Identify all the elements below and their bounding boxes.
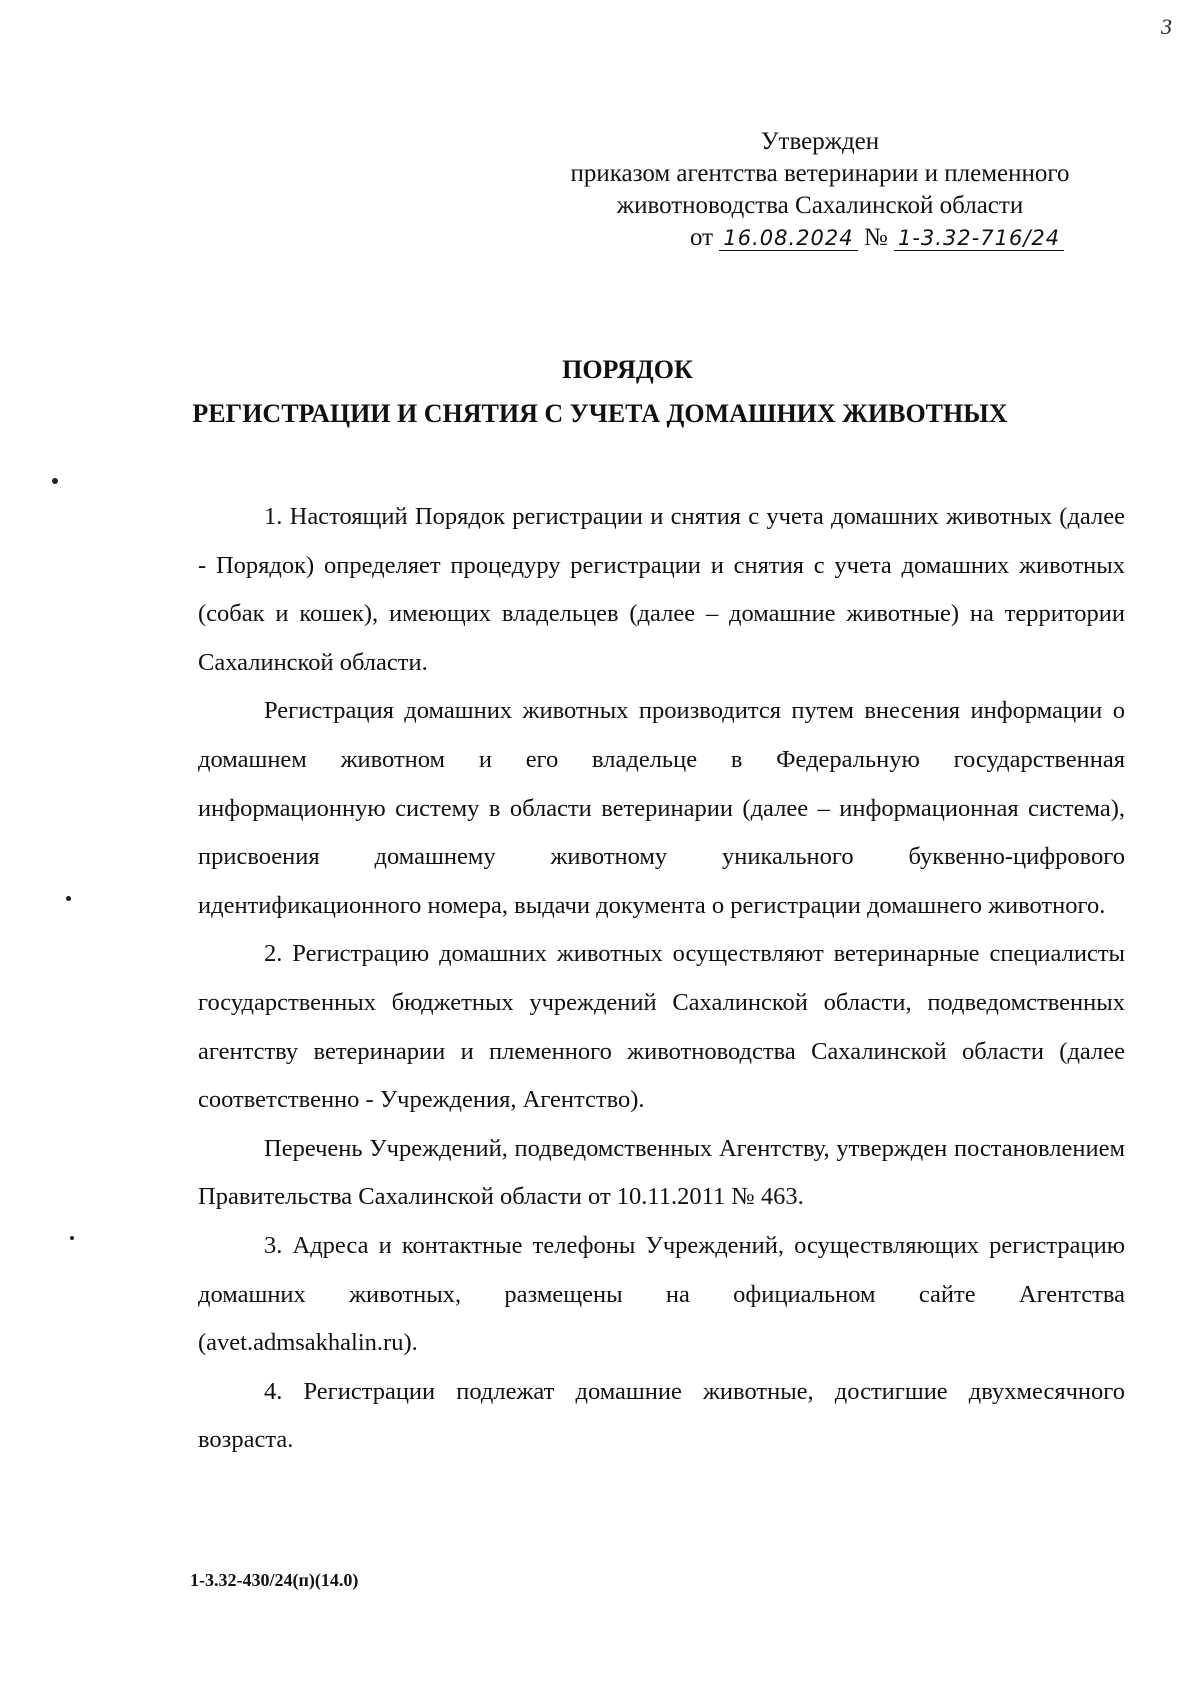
approval-line-3: животноводства Сахалинской области xyxy=(616,192,1024,219)
date-prefix: от xyxy=(690,224,714,251)
paragraph-2: Регистрация домашних животных производится путем внесения информации о домашнем животном и его владельце в Федеральную государственная информационную систему в области ветеринарии (далее – информационная система), присвоения домашнему животному уникального буквенно-цифрового идентификационного номера, выдачи документа о регистрации домашнего животного. xyxy=(198,697,1125,919)
footer-document-code: 1-3.32-430/24(п)(14.0) xyxy=(190,1570,359,1590)
paragraph-6: 4. Регистрации подлежат домашние животные, достигшие двухмесячного возраста. xyxy=(198,1377,1125,1454)
number-prefix: № xyxy=(863,224,888,251)
scan-speck xyxy=(70,1236,74,1240)
approval-line-1: Утвержден xyxy=(760,128,880,155)
scan-speck xyxy=(66,896,71,901)
approval-date-line xyxy=(520,222,1120,254)
approval-line-2: приказом агентства ветеринарии и племенного xyxy=(570,160,1070,187)
document-body xyxy=(198,493,1125,1465)
title-line-1: ПОРЯДОК xyxy=(562,355,693,384)
handwritten-date: 16.08.2024 xyxy=(719,226,857,251)
approval-stamp-block xyxy=(520,126,1120,254)
paragraph-5: 3. Адреса и контактные телефоны Учреждений, осуществляющих регистрацию домашних животных, размещены на официальном сайте Агентства (avet.admsakhalin.ru). xyxy=(198,1231,1125,1357)
handwritten-order-number: 1-3.32-716/24 xyxy=(894,226,1064,251)
paragraph-4: Перечень Учреждений, подведомственных Агентству, утвержден постановлением Правительства Сахалинской области от 10.11.2011 № 463. xyxy=(198,1134,1125,1211)
scan-speck xyxy=(52,478,58,484)
paragraph-1: 1. Настоящий Порядок регистрации и снятия с учета домашних животных (далее - Порядок) определяет процедуру регистрации и снятия с учета домашних животных (собак и кошек), имеющих владельцев (далее – домашние животные) на территории Сахалинской области. xyxy=(198,503,1125,676)
page-number: 3 xyxy=(1161,14,1172,39)
paragraph-3: 2. Регистрацию домашних животных осуществляют ветеринарные специалисты государственных бюджетных учреждений Сахалинской области, подведомственных агентству ветеринарии и племенного животноводства Сахалинской области (далее соответственно - Учреждения, Агентство). xyxy=(198,940,1125,1114)
title-line-2: РЕГИСТРАЦИИ И СНЯТИЯ С УЧЕТА ДОМАШНИХ ЖИВОТНЫХ xyxy=(192,399,1008,428)
document-title xyxy=(0,348,1200,436)
